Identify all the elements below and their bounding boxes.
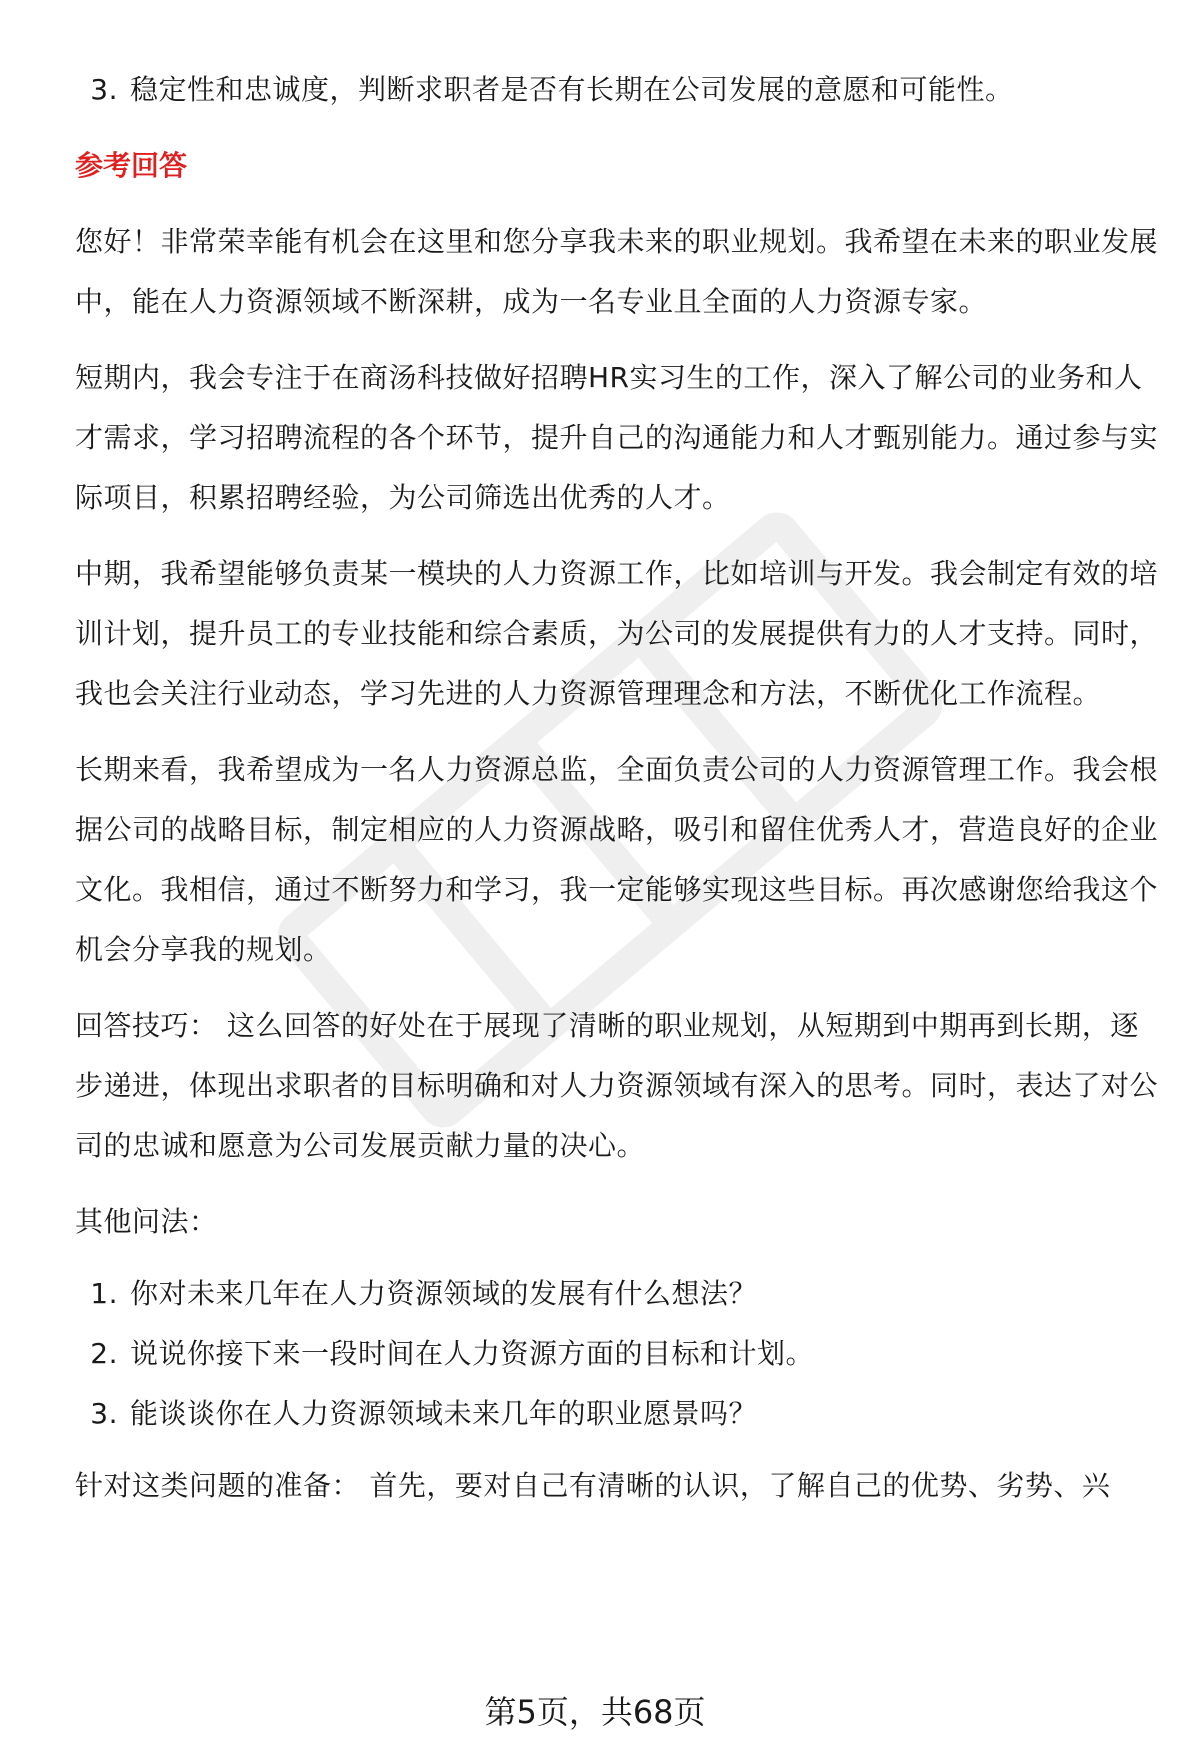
list-item bbox=[75, 1324, 1165, 1384]
paragraph-mid-term: 中期，我希望能够负责某一模块的人力资源工作，比如培训与开发。我会制定有效的培训计划，提升员工的专业技能和综合素质，为公司的发展提供有力的人才支持。同时，我也会关注行业动态，学习先进的人力资源管理理念和方法，不断优化工作流程。 bbox=[75, 557, 1159, 710]
paragraph-intro: 您好！非常荣幸能有机会在这里和您分享我未来的职业规划。我希望在未来的职业发展中，能在人力资源领域不断深耕，成为一名专业且全面的人力资源专家。 bbox=[75, 225, 1159, 318]
paragraph-long-term: 长期来看，我希望成为一名人力资源总监，全面负责公司的人力资源管理工作。我会根据公司的战略目标，制定相应的人力资源战略，吸引和留住优秀人才，营造良好的企业文化。我相信，通过不断努力和学习，我一定能够实现这些目标。再次感谢您给我这个机会分享我的规划。 bbox=[75, 753, 1159, 966]
list-text: 稳定性和忠诚度，判断求职者是否有长期在公司发展的意愿和可能性。 bbox=[130, 73, 1014, 106]
page-footer: 第5页，共68页 bbox=[484, 1693, 706, 1731]
list-text: 说说你接下来一段时间在人力资源方面的目标和计划。 bbox=[130, 1337, 815, 1370]
other-questions-heading: 其他问法： bbox=[75, 1205, 218, 1238]
paragraph-tips: 回答技巧： 这么回答的好处在于展现了清晰的职业规划，从短期到中期再到长期，逐步递进，体现出求职者的目标明确和对人力资源领域有深入的思考。同时，表达了对公司的忠诚和愿意为公司发展贡献力量的决心。 bbox=[75, 1009, 1159, 1162]
list-number: 3. bbox=[90, 73, 118, 106]
list-item bbox=[75, 1264, 1165, 1324]
list-text: 你对未来几年在人力资源领域的发展有什么想法？ bbox=[130, 1277, 758, 1310]
list-item bbox=[75, 1384, 1165, 1444]
list-number: 3. bbox=[90, 1397, 118, 1430]
document-content bbox=[75, 60, 1165, 1516]
list-number: 2. bbox=[90, 1337, 118, 1370]
list-number: 1. bbox=[90, 1277, 118, 1310]
list-text: 能谈谈你在人力资源领域未来几年的职业愿景吗？ bbox=[130, 1397, 758, 1430]
list-item bbox=[75, 60, 1165, 120]
paragraph-short-term: 短期内，我会专注于在商汤科技做好招聘HR实习生的工作，深入了解公司的业务和人才需求，学习招聘流程的各个环节，提升自己的沟通能力和人才甄别能力。通过参与实际项目，积累招聘经验，为公司筛选出优秀的人才。 bbox=[75, 361, 1159, 514]
preparation-text: 针对这类问题的准备： 首先，要对自己有清晰的认识，了解自己的优势、劣势、兴 bbox=[75, 1469, 1111, 1502]
answer-heading: 参考回答 bbox=[75, 149, 188, 182]
